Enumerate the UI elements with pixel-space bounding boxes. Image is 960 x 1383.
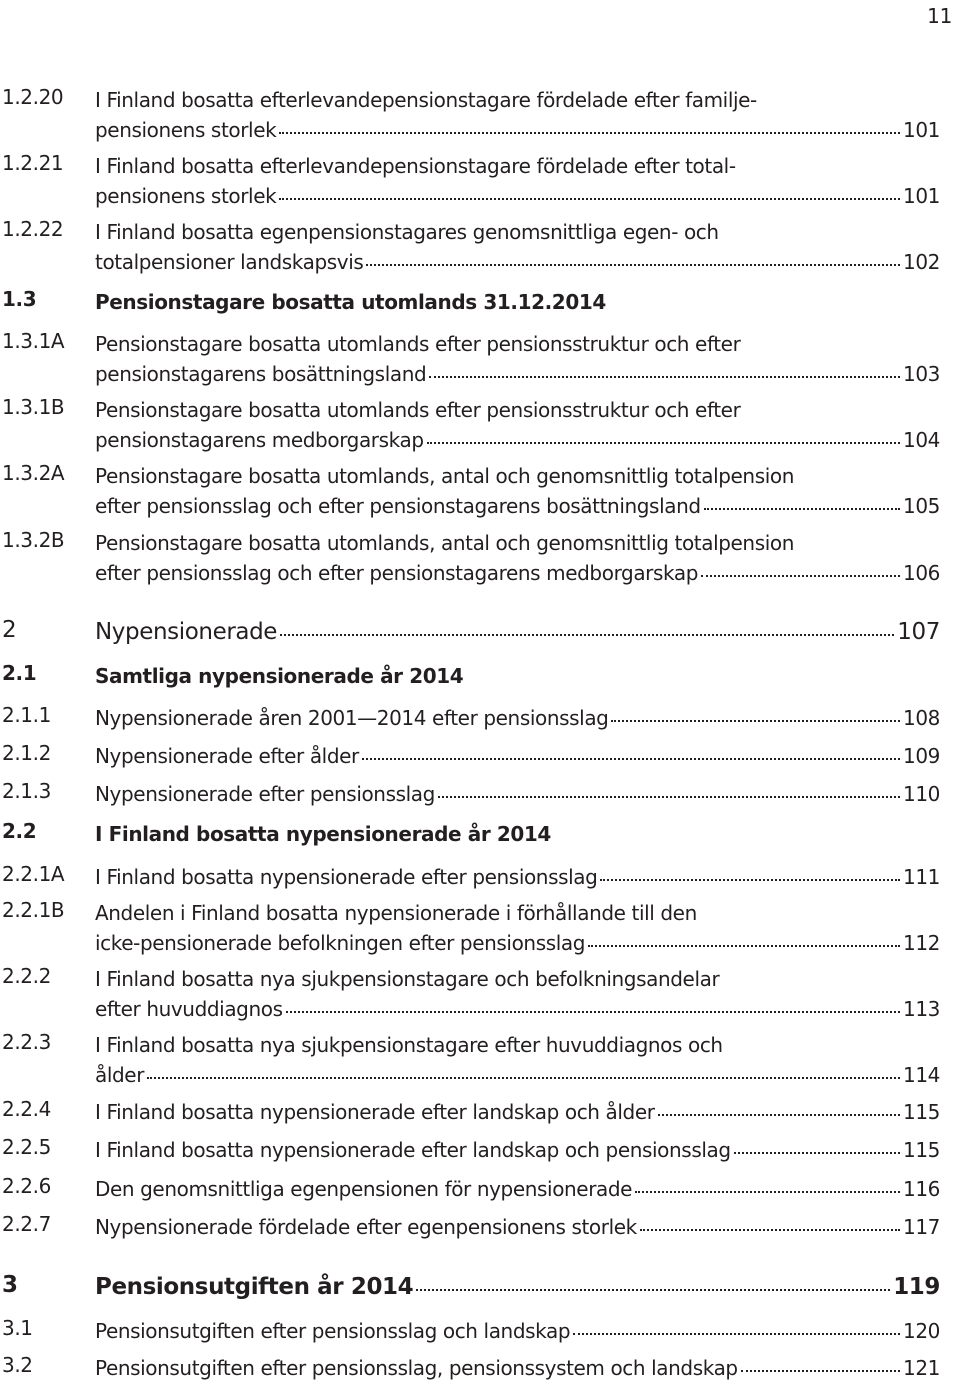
toc-entry — [0, 1174, 940, 1204]
toc-entry — [0, 703, 940, 733]
toc-entry-page: 115 — [903, 1100, 940, 1124]
toc-entry-title-line: Nypensionerade efter pensionsslag — [95, 782, 435, 806]
toc-entry-number: 1.3 — [2, 287, 37, 311]
toc-entry-page: 101 — [903, 184, 940, 208]
toc-entry-title-line: efter pensionsslag och efter pensionstagarens medborgarskap — [95, 561, 699, 585]
toc-entry-page: 108 — [903, 706, 940, 730]
toc-entry-page: 117 — [903, 1215, 940, 1239]
toc-entry-title-line: I Finland bosatta nya sjukpensionstagare och befolkningsandelar — [95, 967, 720, 991]
toc-entry-title-line: I Finland bosatta nypensionerade efter landskap och pensionsslag — [95, 1138, 731, 1162]
toc-entry-number: 2.2.6 — [2, 1174, 51, 1198]
toc-entry — [0, 862, 940, 892]
toc-entry-title-line: Pensionstagare bosatta utomlands 31.12.2014 — [95, 290, 606, 314]
dot-leader — [588, 944, 900, 947]
toc-entry-title-line: Nypensionerade — [95, 619, 278, 645]
dot-leader — [741, 1369, 900, 1372]
toc-entry-page: 102 — [903, 250, 940, 274]
toc-entry-number: 2.1.3 — [2, 779, 51, 803]
dot-leader — [280, 633, 894, 636]
toc-entry — [0, 1097, 940, 1127]
toc-entry-number: 2.2.1B — [2, 898, 65, 922]
toc-entry — [0, 528, 940, 588]
toc-entry — [0, 1272, 940, 1302]
toc-entry — [0, 461, 940, 521]
dot-leader — [640, 1228, 900, 1231]
toc-entry-title-line: Pensionsutgiften år 2014 — [95, 1274, 414, 1300]
toc-entry — [0, 1212, 940, 1242]
dot-leader — [701, 574, 900, 577]
toc-entry — [0, 819, 940, 849]
toc-entry-number: 1.2.21 — [2, 151, 64, 175]
toc-entry-page: 113 — [903, 997, 940, 1021]
toc-entry-page: 105 — [903, 494, 940, 518]
dot-leader — [611, 719, 900, 722]
toc-entry-title-line: Nypensionerade fördelade efter egenpensionens storlek — [95, 1215, 637, 1239]
toc-entry-title-line: pensionstagarens bosättningsland — [95, 362, 427, 386]
toc-entry-title-line: Pensionstagare bosatta utomlands, antal och genomsnittlig totalpension — [95, 531, 794, 555]
toc-entry-number: 1.3.2A — [2, 461, 65, 485]
dot-leader — [366, 263, 900, 266]
toc-entry-page: 119 — [893, 1274, 940, 1300]
toc-entry-title-line: I Finland bosatta egenpensionstagares genomsnittliga egen- och — [95, 220, 719, 244]
toc-entry-number: 3 — [2, 1272, 18, 1298]
dot-leader — [704, 507, 900, 510]
toc-entry-number: 2.2.1A — [2, 862, 65, 886]
toc-entry-title-line: efter pensionsslag och efter pensionstagarens bosättningsland — [95, 494, 701, 518]
dot-leader — [635, 1190, 900, 1193]
toc-entry-number: 1.3.1A — [2, 329, 65, 353]
toc-entry — [0, 964, 940, 1024]
toc-entry — [0, 329, 940, 389]
toc-entry-title-line: pensionstagarens medborgarskap — [95, 428, 424, 452]
toc-entry-title-line: Pensionstagare bosatta utomlands efter pensionsstruktur och efter — [95, 398, 741, 422]
toc-entry — [0, 85, 940, 145]
toc-entry-title-line: I Finland bosatta efterlevandepensionstagare fördelade efter total- — [95, 154, 736, 178]
toc-entry — [0, 617, 940, 647]
toc-entry-title-line: I Finland bosatta nypensionerade efter pensionsslag — [95, 865, 598, 889]
toc-entry-title-line: Pensionstagare bosatta utomlands efter pensionsstruktur och efter — [95, 332, 741, 356]
dot-leader — [279, 131, 900, 134]
dot-leader — [600, 878, 900, 881]
toc-entry-title-line: ålder — [95, 1063, 145, 1087]
toc-entry-number: 2.1 — [2, 661, 37, 685]
dot-leader — [429, 375, 900, 378]
toc-entry-page: 109 — [903, 744, 940, 768]
toc-entry-title-line: I Finland bosatta nya sjukpensionstagare efter huvuddiagnos och — [95, 1033, 723, 1057]
dot-leader — [147, 1076, 900, 1079]
dot-leader — [286, 1010, 900, 1013]
toc-entry-title-line: icke-pensionerade befolkningen efter pensionsslag — [95, 931, 586, 955]
toc-entry-title-line: Pensionstagare bosatta utomlands, antal och genomsnittlig totalpension — [95, 464, 794, 488]
toc-entry — [0, 1135, 940, 1165]
toc-entry-number: 2.2.4 — [2, 1097, 51, 1121]
toc-entry-title-line: I Finland bosatta nypensionerade efter landskap och ålder — [95, 1100, 655, 1124]
dot-leader — [362, 757, 900, 760]
toc-entry — [0, 741, 940, 771]
toc-entry-number: 2.2.2 — [2, 964, 51, 988]
toc-entry-page: 115 — [903, 1138, 940, 1162]
toc-entry-page: 103 — [903, 362, 940, 386]
toc-entry-title-line: Pensionsutgiften efter pensionsslag och landskap — [95, 1319, 571, 1343]
toc-entry-number: 3.2 — [2, 1353, 33, 1377]
toc-entry-page: 101 — [903, 118, 940, 142]
toc-entry-number: 1.3.1B — [2, 395, 65, 419]
toc-entry-page: 112 — [903, 931, 940, 955]
toc-entry-number: 2.1.1 — [2, 703, 51, 727]
toc-entry — [0, 287, 940, 317]
toc-entry-title-line: Nypensionerade efter ålder — [95, 744, 359, 768]
dot-leader — [427, 441, 900, 444]
toc-entry-page: 106 — [903, 561, 940, 585]
toc-entry — [0, 1030, 940, 1090]
toc-entry-number: 3.1 — [2, 1316, 33, 1340]
toc-entry-page: 116 — [903, 1177, 940, 1201]
toc-entry-number: 1.2.22 — [2, 217, 64, 241]
toc-entry-number: 2.1.2 — [2, 741, 51, 765]
toc-entry-title-line: Pensionsutgiften efter pensionsslag, pensionssystem och landskap — [95, 1356, 738, 1380]
page-number: 11 — [927, 4, 952, 28]
toc-entry-number: 2.2.7 — [2, 1212, 51, 1236]
toc-entry — [0, 395, 940, 455]
dot-leader — [734, 1151, 900, 1154]
toc-entry-page: 121 — [903, 1356, 940, 1380]
toc-entry — [0, 1316, 940, 1346]
toc-entry-title-line: I Finland bosatta efterlevandepensionstagare fördelade efter familje- — [95, 88, 757, 112]
toc-entry-title-line: efter huvuddiagnos — [95, 997, 283, 1021]
toc-entry — [0, 779, 940, 809]
toc-entry — [0, 898, 940, 958]
dot-leader — [416, 1288, 890, 1291]
toc-entry-number: 2.2 — [2, 819, 37, 843]
toc-entry-title-line: Den genomsnittliga egenpensionen för nypensionerade — [95, 1177, 633, 1201]
toc-entry-title-line: pensionens storlek — [95, 184, 277, 208]
toc-entry-page: 107 — [897, 619, 940, 645]
toc-entry — [0, 1353, 940, 1383]
toc-entry-page: 111 — [903, 865, 940, 889]
toc-entry-title-line: I Finland bosatta nypensionerade år 2014 — [95, 822, 551, 846]
toc-entry — [0, 661, 940, 691]
toc-entry-page: 110 — [903, 782, 940, 806]
dot-leader — [573, 1332, 900, 1335]
toc-entry-page: 120 — [903, 1319, 940, 1343]
toc-entry-title-line: Nypensionerade åren 2001—2014 efter pensionsslag — [95, 706, 609, 730]
dot-leader — [658, 1113, 900, 1116]
toc-entry-number: 2.2.3 — [2, 1030, 51, 1054]
toc-entry-number: 2.2.5 — [2, 1135, 51, 1159]
dot-leader — [438, 795, 900, 798]
toc-entry-title-line: Andelen i Finland bosatta nypensionerade i förhållande till den — [95, 901, 697, 925]
toc-entry-page: 104 — [903, 428, 940, 452]
toc-entry-title-line: totalpensioner landskapsvis — [95, 250, 364, 274]
toc-entry-number: 1.3.2B — [2, 528, 65, 552]
toc-entry-page: 114 — [903, 1063, 940, 1087]
toc-entry — [0, 217, 940, 277]
toc-entry-number: 1.2.20 — [2, 85, 64, 109]
toc-entry-title-line: pensionens storlek — [95, 118, 277, 142]
toc-entry-title-line: Samtliga nypensionerade år 2014 — [95, 664, 464, 688]
toc-entry — [0, 151, 940, 211]
toc-entry-number: 2 — [2, 617, 17, 643]
dot-leader — [279, 197, 900, 200]
